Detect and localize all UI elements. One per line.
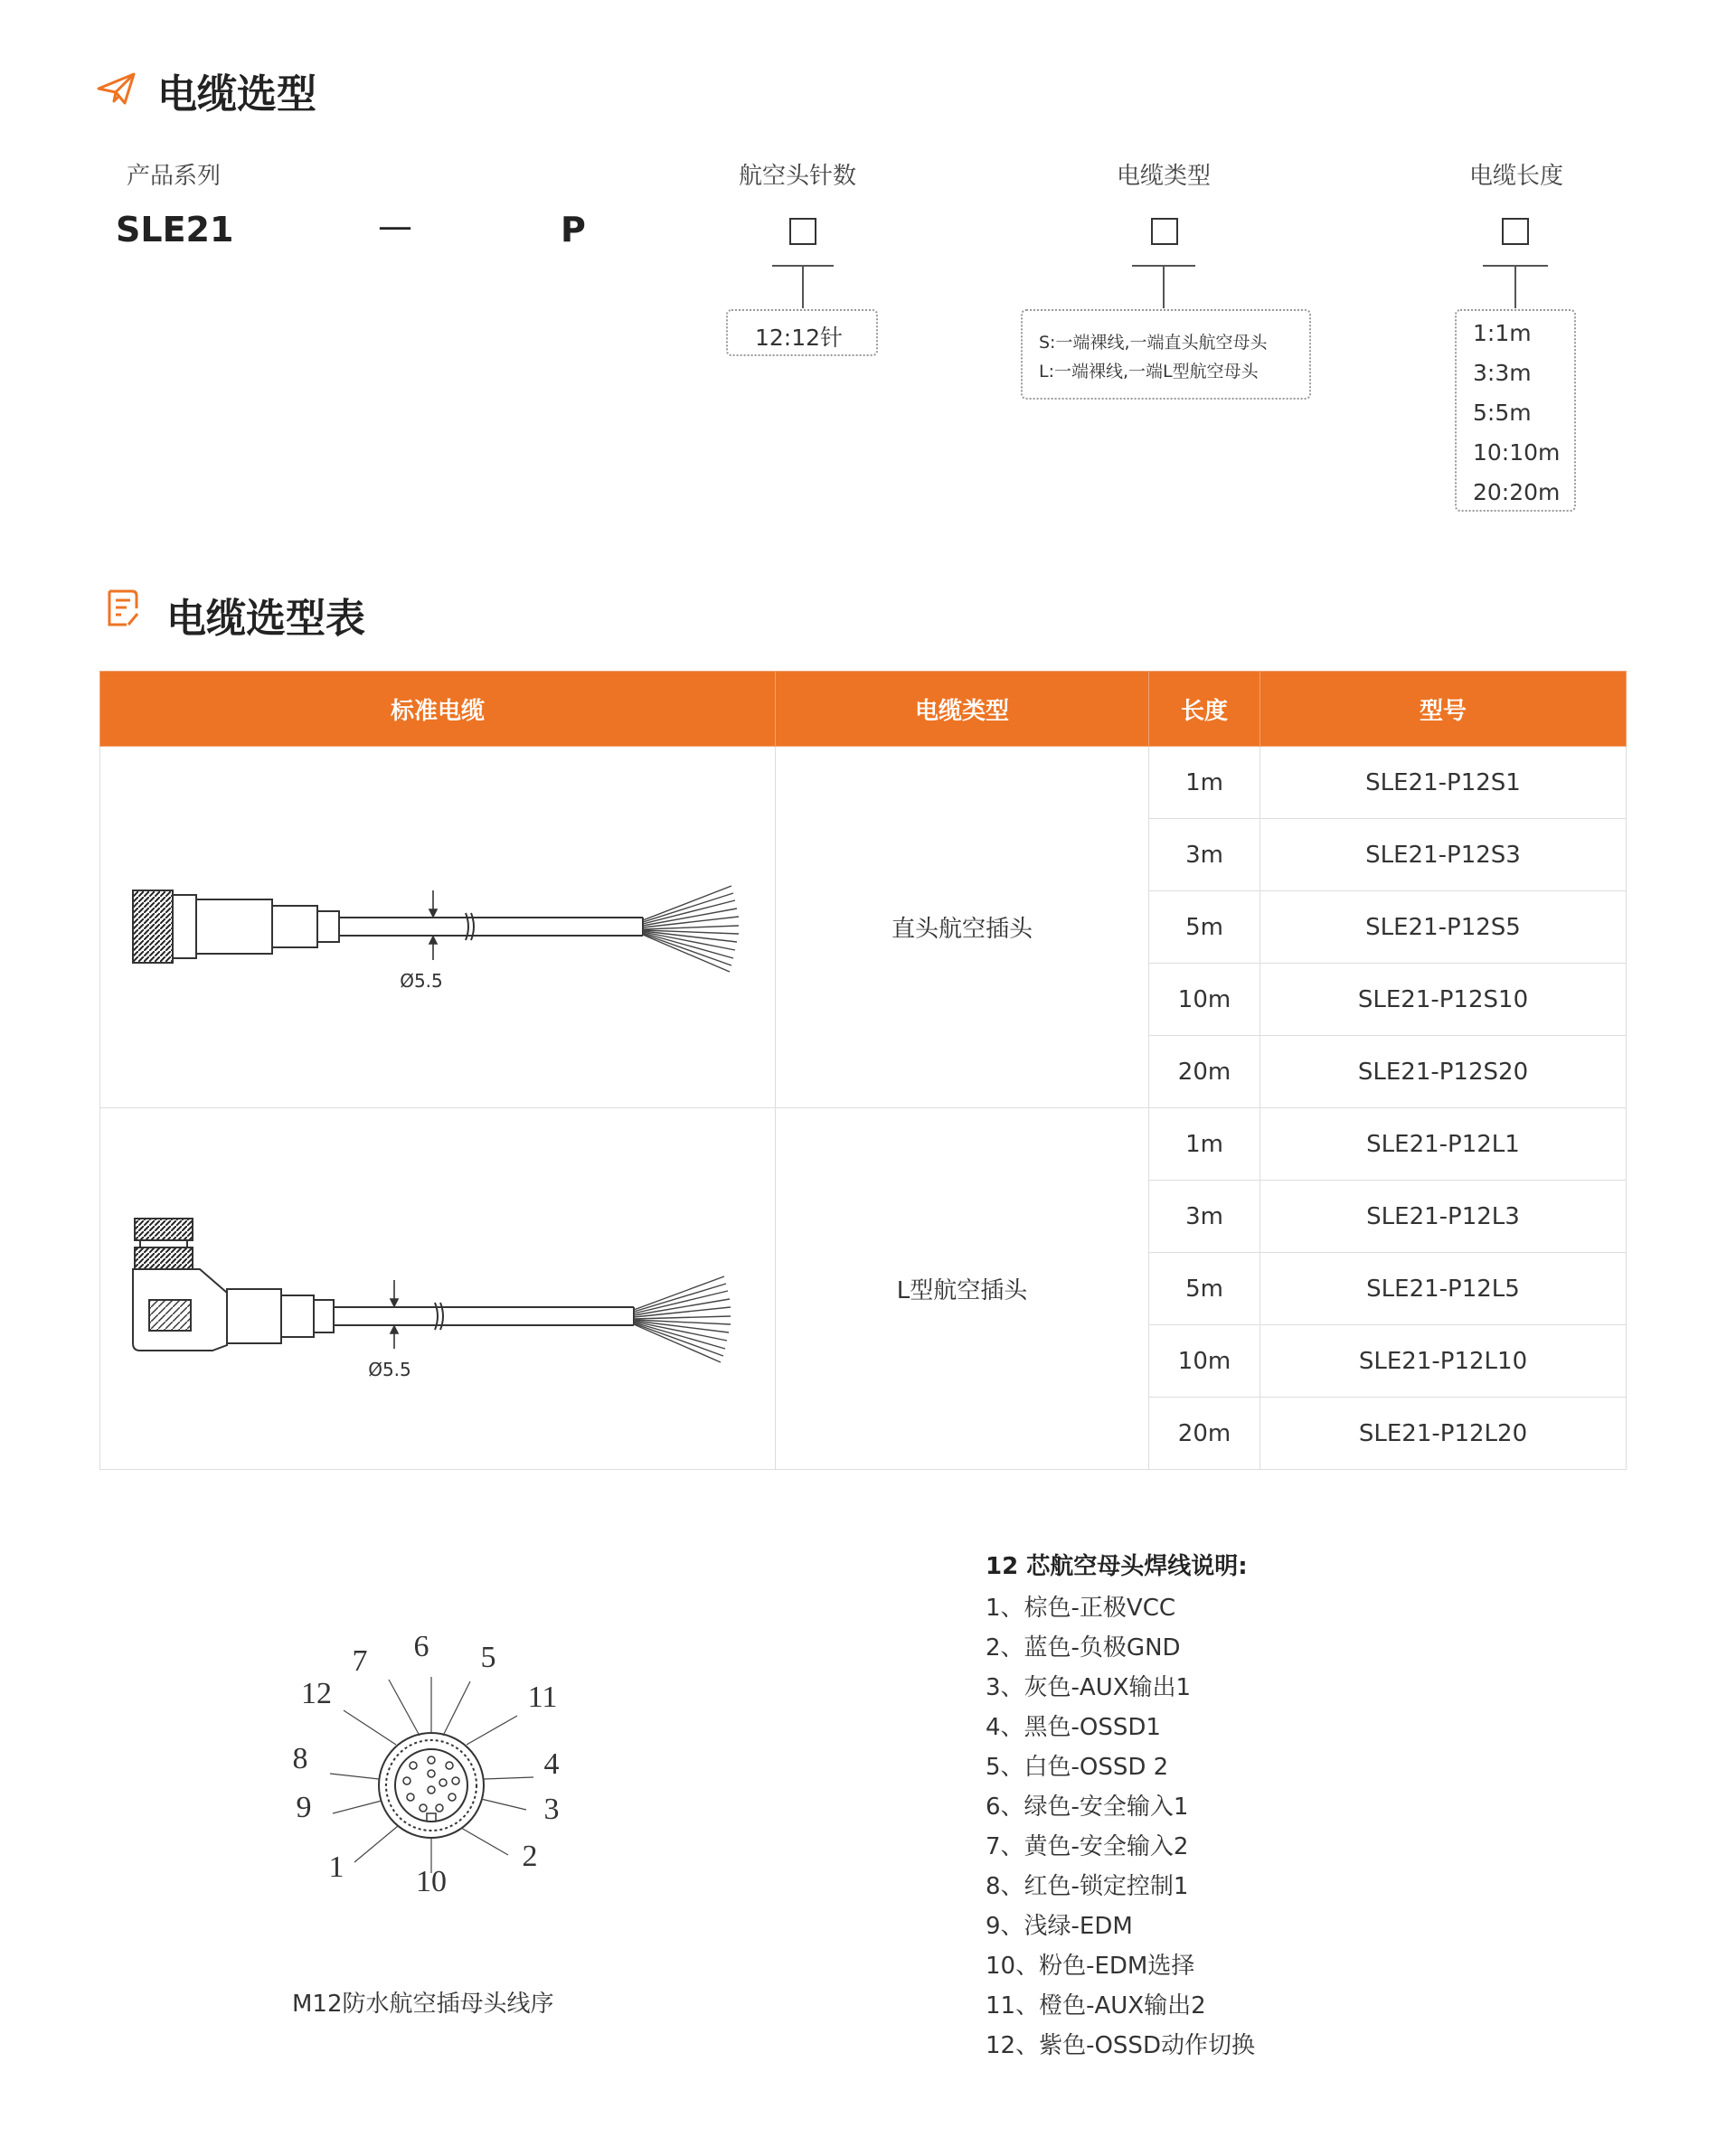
series-code: SLE21 xyxy=(116,210,234,249)
model-cell: SLE21-P12L1 xyxy=(1260,1108,1627,1181)
cable-type-cell: L型航空插头 xyxy=(776,1108,1149,1470)
wiring-title: 12 芯航空母头焊线说明: xyxy=(986,1553,1248,1580)
length-cell: 1m xyxy=(1149,1108,1260,1181)
bracket-line xyxy=(1514,265,1516,308)
length-option: 3:3m xyxy=(1473,360,1532,386)
pin-label-2: 2 xyxy=(522,1840,538,1873)
straight-cable-drawing-cell xyxy=(100,747,776,1108)
pin-label-11: 11 xyxy=(527,1681,558,1714)
wiring-item: 4、黑色-OSSD1 xyxy=(986,1714,1161,1741)
pin-label-1: 1 xyxy=(328,1850,344,1884)
model-cell: SLE21-P12S3 xyxy=(1260,819,1627,891)
label-pin-count: 航空头针数 xyxy=(739,163,857,190)
pin-label-7: 7 xyxy=(352,1644,368,1678)
pin-label-3: 3 xyxy=(543,1793,560,1826)
label-cable-length: 电缆长度 xyxy=(1469,163,1564,190)
pin-label-9: 9 xyxy=(296,1791,312,1824)
label-cable-type: 电缆类型 xyxy=(1117,163,1212,190)
diameter-label: Ø5.5 xyxy=(368,1358,411,1380)
l-type-cable-drawing xyxy=(100,1112,776,1460)
type-option: L:一端裸线,一端L型航空母头 xyxy=(1039,362,1259,381)
pinout-caption: M12防水航空插母头线序 xyxy=(292,1991,554,2018)
model-cell: SLE21-P12S5 xyxy=(1260,891,1627,964)
pin-label-8: 8 xyxy=(292,1742,308,1775)
model-cell: SLE21-P12S20 xyxy=(1260,1036,1627,1108)
separator-dash: — xyxy=(378,206,412,246)
wiring-item: 11、橙色-AUX输出2 xyxy=(986,1992,1206,2019)
length-cell: 20m xyxy=(1149,1398,1260,1470)
type-options-box xyxy=(1021,309,1311,400)
section-title-cable-table: 电缆选型表 xyxy=(166,596,365,642)
diameter-label: Ø5.5 xyxy=(400,969,443,992)
length-cell: 3m xyxy=(1149,819,1260,891)
wiring-item: 6、绿色-安全输入1 xyxy=(986,1794,1189,1821)
pin-option: 12:12针 xyxy=(755,325,844,351)
section-title-cable-selection: 电缆选型 xyxy=(157,71,316,118)
wiring-item: 12、紫色-OSSD动作切换 xyxy=(986,2032,1255,2059)
model-cell: SLE21-P12L3 xyxy=(1260,1181,1627,1253)
cable-length-box xyxy=(1502,218,1529,245)
length-cell: 20m xyxy=(1149,1036,1260,1108)
pin-label-6: 6 xyxy=(413,1636,429,1663)
model-cell: SLE21-P12L5 xyxy=(1260,1253,1627,1325)
wiring-item: 2、蓝色-负极GND xyxy=(986,1634,1181,1662)
wiring-item: 7、黄色-安全输入2 xyxy=(986,1833,1189,1860)
length-cell: 5m xyxy=(1149,891,1260,964)
l-cable-drawing-cell xyxy=(100,1108,776,1470)
length-cell: 10m xyxy=(1149,964,1260,1036)
length-cell: 5m xyxy=(1149,1253,1260,1325)
length-cell: 10m xyxy=(1149,1325,1260,1398)
pin-options-box xyxy=(726,309,878,356)
model-cell: SLE21-P12S10 xyxy=(1260,964,1627,1036)
cable-selection-table xyxy=(99,671,1627,1470)
header-standard-cable: 标准电缆 xyxy=(100,672,776,747)
length-cell: 3m xyxy=(1149,1181,1260,1253)
p-letter: P xyxy=(561,210,586,249)
cable-type-box xyxy=(1151,218,1178,245)
label-product-series: 产品系列 xyxy=(127,163,222,190)
header-cable-type: 电缆类型 xyxy=(776,672,1149,747)
pin-label-5: 5 xyxy=(480,1641,496,1674)
model-cell: SLE21-P12L20 xyxy=(1260,1398,1627,1470)
length-options-box xyxy=(1455,309,1576,512)
bracket-line xyxy=(1163,265,1165,308)
wiring-item: 9、浅绿-EDM xyxy=(986,1913,1133,1940)
length-option: 5:5m xyxy=(1473,400,1532,426)
header-model: 型号 xyxy=(1260,672,1627,747)
wiring-item: 5、白色-OSSD 2 xyxy=(986,1754,1169,1781)
wiring-list xyxy=(986,1589,1255,2067)
pin-label-12: 12 xyxy=(301,1677,332,1710)
length-cell: 1m xyxy=(1149,747,1260,819)
wiring-item: 10、粉色-EDM选择 xyxy=(986,1953,1195,1980)
type-option: S:一端裸线,一端直头航空母头 xyxy=(1039,333,1268,353)
pin-label-10: 10 xyxy=(416,1865,447,1898)
document-list-icon xyxy=(105,588,141,628)
model-cell: SLE21-P12S1 xyxy=(1260,747,1627,819)
wiring-item: 3、灰色-AUX输出1 xyxy=(986,1674,1192,1701)
pin-count-box xyxy=(789,218,816,245)
straight-cable-drawing xyxy=(100,750,776,1098)
wiring-item: 8、红色-锁定控制1 xyxy=(986,1873,1189,1900)
header-length: 长度 xyxy=(1149,672,1260,747)
length-option: 1:1m xyxy=(1473,320,1532,346)
wiring-item: 1、棕色-正极VCC xyxy=(986,1595,1176,1622)
length-option: 10:10m xyxy=(1473,439,1561,466)
table-row xyxy=(100,747,1627,819)
bracket-line xyxy=(802,265,804,308)
table-row xyxy=(100,1108,1627,1181)
length-option: 20:20m xyxy=(1473,479,1561,505)
table-header-row xyxy=(100,672,1627,747)
pin-label-4: 4 xyxy=(543,1747,560,1781)
cable-type-cell: 直头航空插头 xyxy=(776,747,1149,1108)
paper-plane-icon xyxy=(96,71,137,107)
m12-pinout-diagram xyxy=(280,1636,588,1925)
model-cell: SLE21-P12L10 xyxy=(1260,1325,1627,1398)
